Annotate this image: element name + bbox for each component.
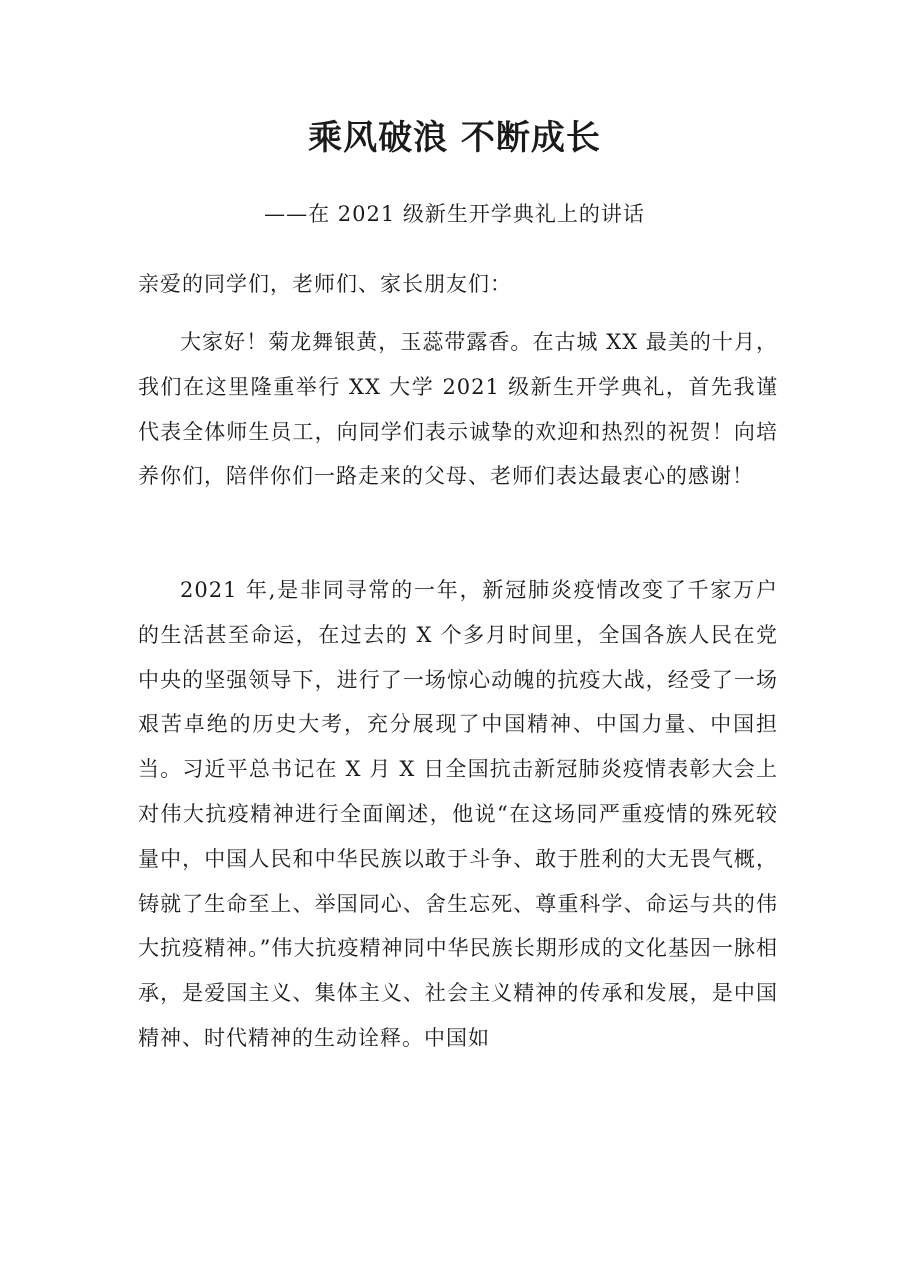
- document-title: 乘风破浪 不断成长: [308, 118, 601, 158]
- document-subtitle: ——在 2021 级新生开学典礼上的讲话: [264, 202, 645, 226]
- paragraph-2: 2021 年,是非同寻常的一年，新冠肺炎疫情改变了千家万户的生活甚至命运，在过去的 X 个多月时间里，全国各族人民在党中央的坚强领导下，进行了一场惊心动魄的抗疫大战，经受了一场艰苦卓绝的历史大考，充分展现了中国精神、中国力量、中国担当。习近平总书记在 X 月 X 日全国抗击新冠肺炎疫情表彰大会上对伟大抗疫精神进行全面阐述，他说“在这场同严重疫情的殊死较量中，中国人民和中华民族以敢于斗争、敢于胜利的大无畏气概，铸就了生命至上、举国同心、舍生忘死、尊重科学、命运与共的伟大抗疫精神。”伟大抗疫精神同中华民族长期形成的文化基因一脉相承，是爱国主义、集体主义、社会主义精神的传承和发展，是中国精神、时代精神的生动诠释。中国如: [138, 578, 778, 1050]
- salutation: 亲爱的同学们，老师们、家长朋友们：: [138, 272, 512, 296]
- paragraph-1: 大家好！菊龙舞银黄，玉蕊带露香。在古城 XX 最美的十月，我们在这里隆重举行 XX 大学 2021 级新生开学典礼，首先我谨代表全体师生员工，向同学们表示诚挚的欢迎和热烈的祝贺！向培养你们，陪伴你们一路走来的父母、老师们表达最衷心的感谢！: [138, 330, 778, 489]
